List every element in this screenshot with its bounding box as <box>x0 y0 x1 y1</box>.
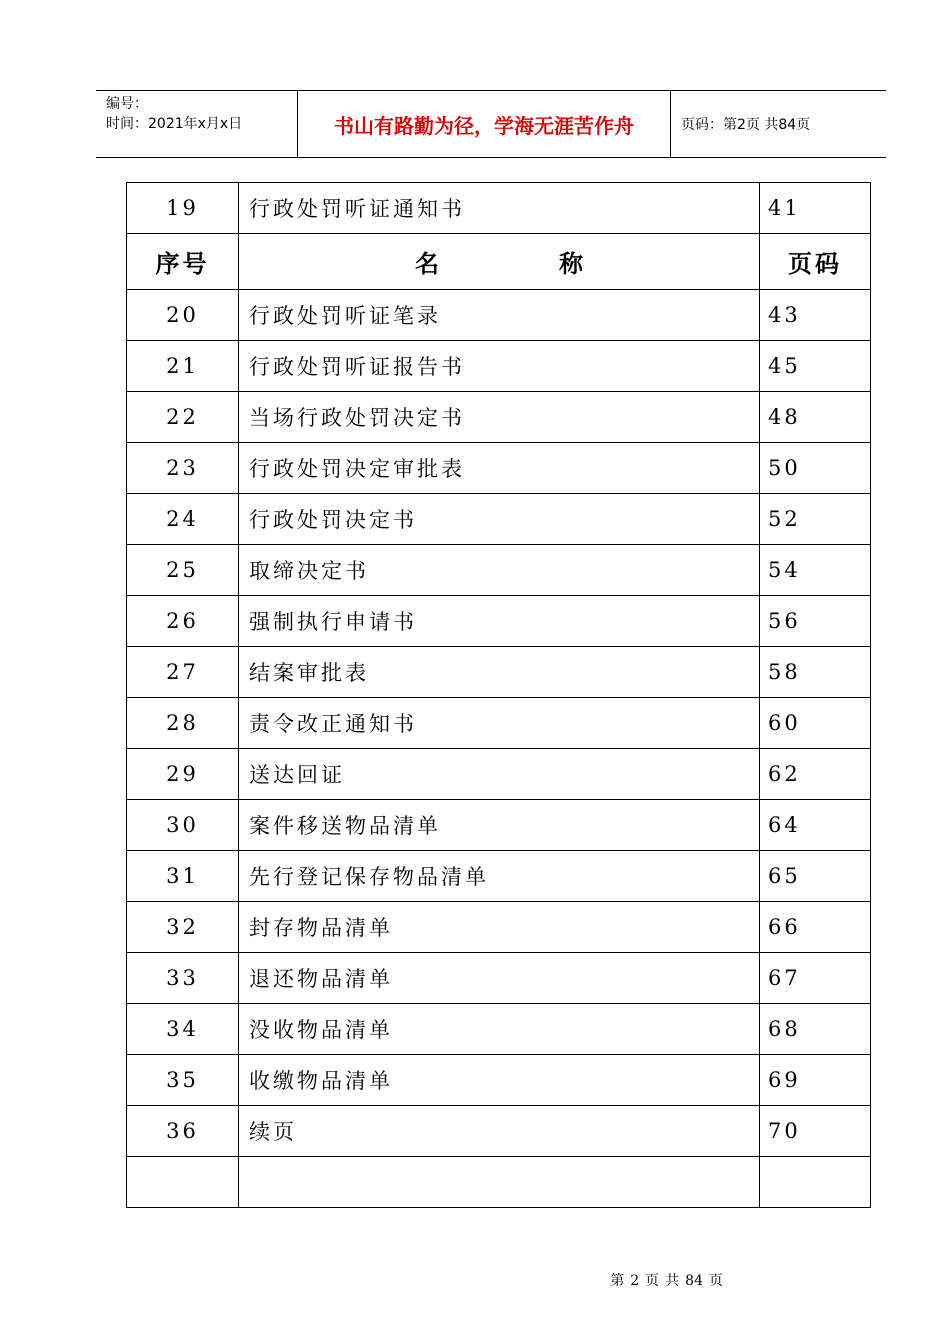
row-number: 23 <box>127 443 239 494</box>
row-number: 33 <box>127 953 239 1004</box>
row-title: 行政处罚听证报告书 <box>239 341 760 392</box>
row-page: 66 <box>760 902 871 953</box>
row-page: 60 <box>760 698 871 749</box>
table-row <box>127 596 871 647</box>
footer-ye2: 页 <box>709 1273 723 1289</box>
row-page: 54 <box>760 545 871 596</box>
table-row <box>127 392 871 443</box>
footer-gong: 共 <box>665 1273 680 1289</box>
table-row <box>127 183 871 234</box>
row-number <box>127 1157 239 1208</box>
table-row-empty <box>127 1157 871 1208</box>
row-number: 27 <box>127 647 239 698</box>
footer-di: 第 <box>610 1273 625 1289</box>
footer-total-pages: 84 <box>685 1273 703 1289</box>
row-number: 26 <box>127 596 239 647</box>
row-page: 69 <box>760 1055 871 1106</box>
page-header <box>96 90 886 158</box>
row-page: 65 <box>760 851 871 902</box>
row-title: 责令改正通知书 <box>239 698 760 749</box>
table-row <box>127 1106 871 1157</box>
row-number: 32 <box>127 902 239 953</box>
row-number: 34 <box>127 1004 239 1055</box>
row-page: 41 <box>760 183 871 234</box>
row-page: 68 <box>760 1004 871 1055</box>
table-row <box>127 902 871 953</box>
row-number: 25 <box>127 545 239 596</box>
row-title: 取缔决定书 <box>239 545 760 596</box>
row-title: 行政处罚决定书 <box>239 494 760 545</box>
row-title: 续页 <box>239 1106 760 1157</box>
header-time-label: 时间：2021年x月x日 <box>106 116 243 132</box>
table-row <box>127 698 871 749</box>
header-no: 序号 <box>127 234 239 290</box>
table-row <box>127 953 871 1004</box>
table-row <box>127 494 871 545</box>
row-title: 没收物品清单 <box>239 1004 760 1055</box>
row-number: 20 <box>127 290 239 341</box>
row-title: 退还物品清单 <box>239 953 760 1004</box>
row-page: 62 <box>760 749 871 800</box>
row-number: 19 <box>127 183 239 234</box>
row-number: 31 <box>127 851 239 902</box>
row-title: 送达回证 <box>239 749 760 800</box>
row-number: 35 <box>127 1055 239 1106</box>
table-header-row <box>127 234 871 290</box>
row-title: 行政处罚决定审批表 <box>239 443 760 494</box>
table-row <box>127 290 871 341</box>
table-row <box>127 851 871 902</box>
table-row <box>127 545 871 596</box>
table-row <box>127 341 871 392</box>
row-title <box>239 1157 760 1208</box>
table-row <box>127 749 871 800</box>
row-number: 30 <box>127 800 239 851</box>
row-page: 48 <box>760 392 871 443</box>
row-page: 58 <box>760 647 871 698</box>
row-title: 行政处罚听证笔录 <box>239 290 760 341</box>
table-row <box>127 443 871 494</box>
header-number-label: 编号： <box>106 96 148 112</box>
header-meta <box>96 91 297 157</box>
row-title: 先行登记保存物品清单 <box>239 851 760 902</box>
table-row <box>127 1055 871 1106</box>
row-number: 24 <box>127 494 239 545</box>
toc-table <box>126 182 871 1208</box>
row-page: 52 <box>760 494 871 545</box>
row-number: 22 <box>127 392 239 443</box>
row-page: 50 <box>760 443 871 494</box>
row-title: 收缴物品清单 <box>239 1055 760 1106</box>
row-title: 封存物品清单 <box>239 902 760 953</box>
header-name-text: 名称 <box>415 250 703 278</box>
footer-ye: 页 <box>645 1273 660 1289</box>
row-number: 28 <box>127 698 239 749</box>
row-number: 36 <box>127 1106 239 1157</box>
row-title: 强制执行申请书 <box>239 596 760 647</box>
header-page-info: 页码：第2页 共84页 <box>681 117 811 133</box>
row-title: 行政处罚听证通知书 <box>239 183 760 234</box>
row-page: 43 <box>760 290 871 341</box>
row-page: 56 <box>760 596 871 647</box>
row-title: 结案审批表 <box>239 647 760 698</box>
row-title: 案件移送物品清单 <box>239 800 760 851</box>
row-page <box>760 1157 871 1208</box>
header-name <box>239 234 760 290</box>
footer-current-page: 2 <box>630 1273 640 1289</box>
header-motto: 书山有路勤为径，学海无涯苦作舟 <box>297 91 671 157</box>
row-page: 70 <box>760 1106 871 1157</box>
row-page: 64 <box>760 800 871 851</box>
header-page: 页码 <box>760 234 871 290</box>
table-row <box>127 1004 871 1055</box>
row-page: 67 <box>760 953 871 1004</box>
row-number: 21 <box>127 341 239 392</box>
row-title: 当场行政处罚决定书 <box>239 392 760 443</box>
table-row <box>127 800 871 851</box>
row-number: 29 <box>127 749 239 800</box>
page-footer <box>0 1270 950 1290</box>
table-row <box>127 647 871 698</box>
row-page: 45 <box>760 341 871 392</box>
